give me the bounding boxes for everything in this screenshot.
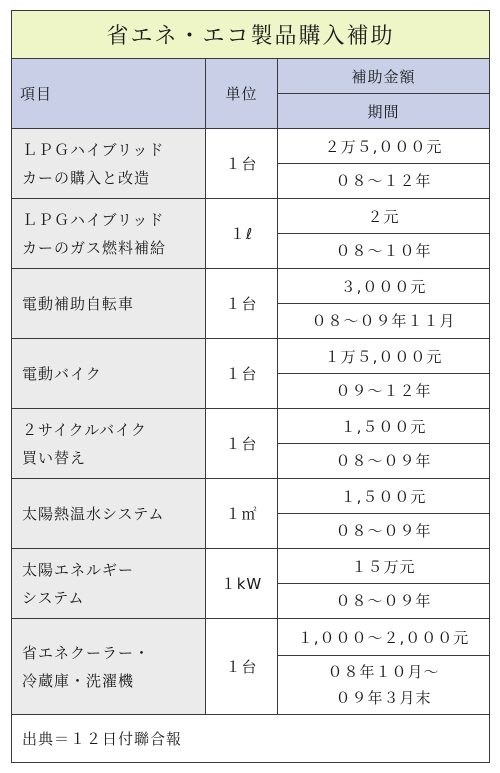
header-amount: 補助金額 [278,59,490,94]
table-row [12,339,490,374]
row-period: ０８～０９年１１月 [278,304,490,339]
table-row [12,269,490,304]
row-item-line1: ２サイクルバイク [22,420,147,439]
row-item-line1: ＬＰＧハイブリッド [22,140,165,159]
row-item [12,619,206,715]
row-unit: １ℓ [206,199,278,269]
row-unit: １台 [206,409,278,479]
row-amount: ３,０００元 [278,269,490,304]
row-unit: １kW [206,549,278,619]
row-period: ０８～０９年 [278,514,490,549]
row-unit: １台 [206,339,278,409]
table-row [12,409,490,444]
row-item [12,269,206,339]
row-item-line1: 省エネクーラー・ [22,643,151,662]
row-item-line1: 電動補助自転車 [22,294,135,313]
row-unit: １台 [206,619,278,715]
row-unit: １㎡ [206,479,278,549]
subsidy-table [11,10,490,763]
row-amount: １,５００元 [278,479,490,514]
row-period-line1: ０８年１０月～ [327,663,440,681]
footer-row [12,715,490,763]
row-item-line2: 買い替え [22,448,87,467]
table-row [12,479,490,514]
row-period: ０８～１２年 [278,164,490,199]
table-title: 省エネ・エコ製品購入補助 [12,11,490,59]
row-period [278,656,490,715]
row-item-line2: 冷蔵庫・洗濯機 [22,671,135,690]
row-item-line1: 太陽エネルギー [22,560,135,579]
row-unit: １台 [206,269,278,339]
row-item-line2: システム [22,588,85,607]
table-row [12,549,490,584]
table-row [12,129,490,164]
row-unit: １台 [206,129,278,199]
row-amount: １,５００元 [278,409,490,444]
row-period: ０９～１２年 [278,374,490,409]
table-row [12,619,490,656]
row-amount: １５万元 [278,549,490,584]
row-item [12,479,206,549]
title-row [12,11,490,59]
subsidy-table-container [11,10,489,762]
source-note: 出典＝１２日付聯合報 [12,715,490,763]
header-period: 期間 [278,94,490,129]
row-item-line2: カーのガス燃料補給 [22,238,167,257]
row-period: ０８～０９年 [278,584,490,619]
row-item [12,549,206,619]
header-unit: 単位 [206,59,278,129]
row-item [12,129,206,199]
row-period: ０８～１０年 [278,234,490,269]
row-item-line1: 電動バイク [22,364,102,383]
row-period: ０８～０９年 [278,444,490,479]
row-amount: ２万５,０００元 [278,129,490,164]
row-amount: １,０００～２,０００元 [278,619,490,656]
table-row [12,199,490,234]
row-amount: １万５,０００元 [278,339,490,374]
row-item-line2: カーの購入と改造 [22,168,151,187]
row-item-line1: ＬＰＧハイブリッド [22,210,165,229]
header-row-1 [12,59,490,94]
header-item: 項目 [12,59,206,129]
row-item-line1: 太陽熱温水システム [22,504,165,523]
row-item [12,339,206,409]
row-item [12,409,206,479]
row-amount: ２元 [278,199,490,234]
row-item [12,199,206,269]
row-period-line2: ０９年３月末 [335,689,432,707]
